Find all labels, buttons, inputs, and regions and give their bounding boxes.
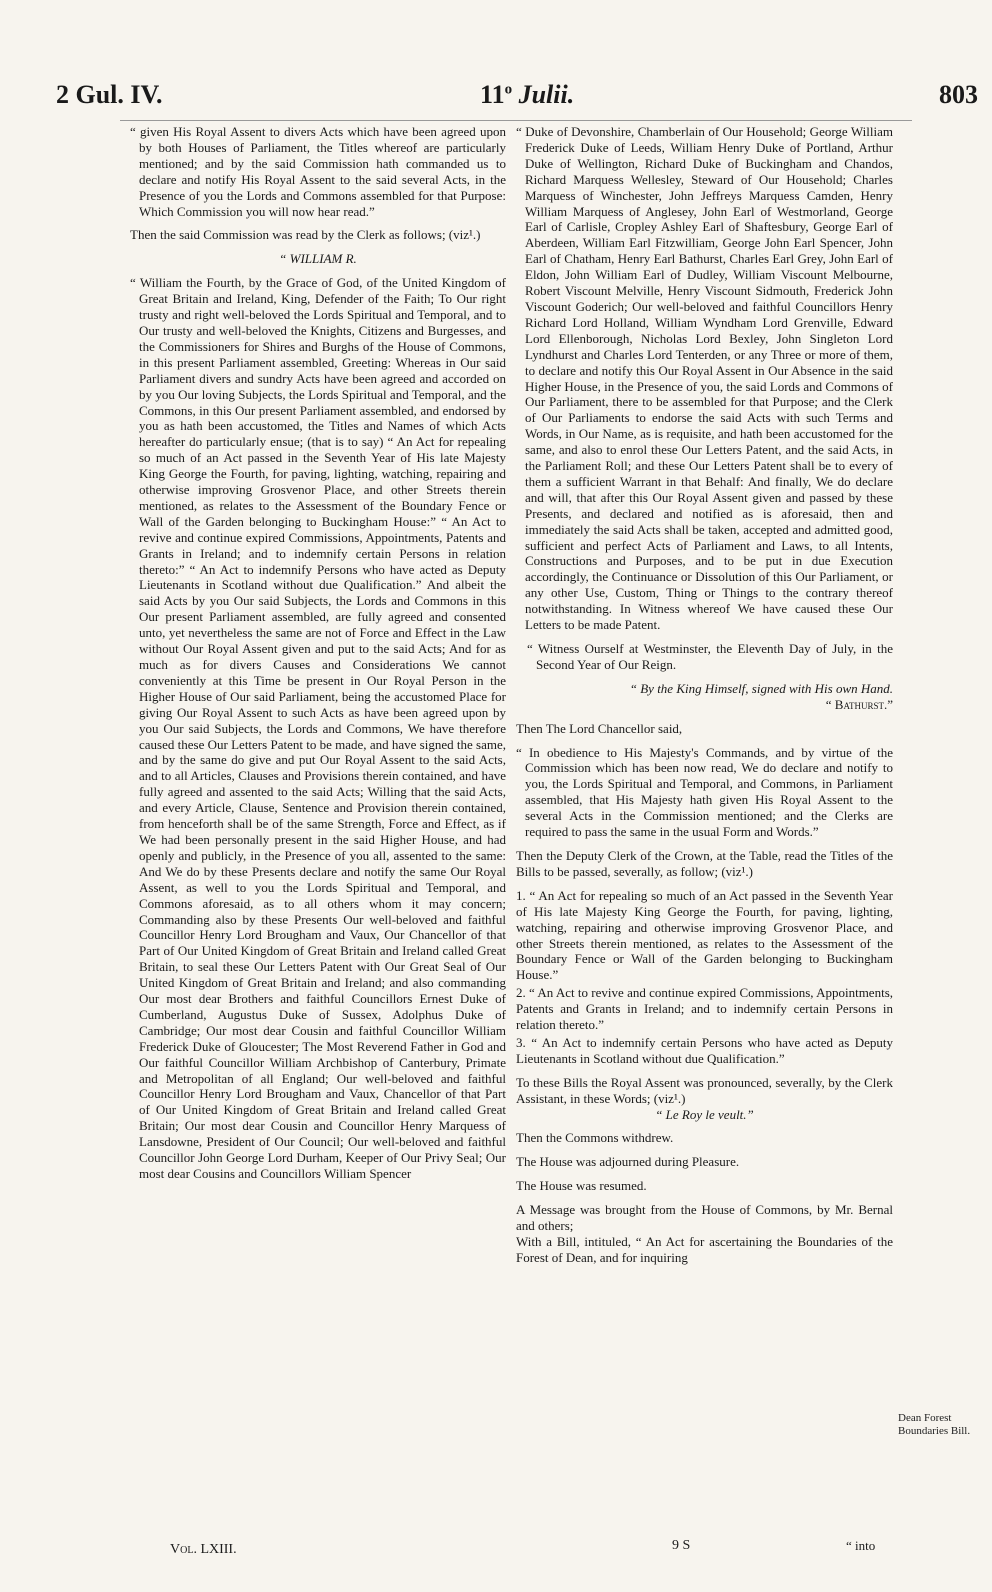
- message-from-commons: A Message was brought from the House of Commons, by Mr. Bernal and others;: [516, 1202, 893, 1234]
- header-rule: [120, 120, 912, 121]
- margin-note: Dean Forest Boundaries Bill.: [898, 1412, 971, 1437]
- commission-intro-quote: “ given His Royal Assent to divers Acts which have been agreed upon by both Houses of Parliament, the Titles whereof are particularly mentioned; and by the said Commission hath commanded us to declare and notify His Royal Assent to the said several Acts, in the Presence of you the Lords and Commons assembled for that Purpose: Which Commission you will now hear read.”: [130, 124, 506, 219]
- house-resumed: The House was resumed.: [516, 1178, 647, 1194]
- day-number: 11: [480, 80, 505, 109]
- catchword: “ into: [846, 1538, 876, 1553]
- bill-intituled: With a Bill, intituled, “ An Act for ascertaining the Boundaries of the Forest of Dean, and for inquiring: [516, 1234, 893, 1265]
- bill-title-2: 2. “ An Act to revive and continue expired Commissions, Appointments, Patents and Grants in Ireland; and to indemnify certain Persons in relation thereto.”: [516, 985, 893, 1033]
- bill-title-3: 3. “ An Act to indemnify certain Persons who have acted as Deputy Lieutenants in Scotland without due Qualification.”: [516, 1034, 893, 1066]
- letters-patent-text: “ William the Fourth, by the Grace of God, of the United Kingdom of Great Britain and Ireland, King, Defender of the Faith; To Our right trusty and right well-beloved the Lords Spiritual and Temporal, and to Our trusty and well-beloved the Knights, Citizens and Burgesses, and the Commissioners for Shires and Burghs of the House of Commons, in this present Parliament assembled, Greeting: Whereas in Our said Parliament divers and sundry Acts have been agreed and accorded on by you Our loving Subjects, the Lords Spiritual and Temporal, and the Commons, in this Our present Parliament assembled, and endorsed by you as hath been accustomed, the Titles and Names of which Acts hereafter do particularly ensue; (that is to say) “ An Act for repealing so much of an Act passed in the Seventh Year of His late Majesty King George the Fourth, for paving, lighting, watching, repairing and otherwise improving Grosvenor Place, and other Streets therein mentioned, as relates to the Assessment of the Boundary Fence or Wall of the Garden belonging to Buckingham House:” “ An Act to revive and continue expired Commissions, Appointments, Patents and Grants in Ireland; and to indemnify certain Persons in relation thereto:” “ An Act to indemnify Persons who have acted as Deputy Lieutenants in Scotland without due Qualification.” And albeit the said Acts by you Our said Subjects, the Lords and Commons in this Our present Parliament assembled, are fully agreed and consented unto, yet nevertheless the same are not of Force and Effect in the Law without Our Royal Assent given and put to the said Acts; And for as much as for divers Causes and Considerations We cannot conveniently at this Time be present in Our Royal Person in the Higher House of Our said Parliament, being the accustomed Place for giving Our Royal Assent to such Acts as have been agreed upon by you Our said Subjects, the Lords and Commons, We have therefore caused these Our Letters Patent to be made, and have signed the same, and by the same do give and put Our Royal Assent to the said Acts, and to all Articles, Clauses and Provisions therein contained, and have fully agreed and assented to the said Acts; Willing that the said Acts, and every Article, Clause, Sentence and Provision therein contained, from henceforth shall be of the same Strength, Force and Effect, as if We had been personally present in the said Higher House, and had openly and publicly, in the Presence of you all, assented to the same: And We do by these Presents declare and notify the same Our Royal Assent, as well to you the Lords Spiritual and Temporal, and Commons aforesaid, as to all others whom it may concern; Commanding also by these Presents Our well-beloved and faithful Councillor Henry Lord Brougham and Vaux, Our Chancellor of that Part of Our United Kingdom of Great Britain and Ireland called Great Britain, to seal these Our Letters Patent with Our Great Seal of Our United Kingdom of Great Britain and Ireland; and also commanding Our most dear Brothers and faithful Councillors Ernest Duke of Cumberland, Augustus Duke of Sussex, Adolphus Duke of Cambridge; Our most dear Cousin and faithful Councillor William Frederick Duke of Gloucester; The Most Reverend Father in God and Our faithful Councillor William Archbishop of Canterbury, Primate and Metropolitan of all England; Our well-beloved and faithful Councillor Henry Lord Brougham and Vaux, Chancellor of that Part of Our United Kingdom of Great Britain and Ireland called Great Britain; Our most dear Cousin and Councillor Henry Marquess of Lansdowne, President of Our Council; Our well-beloved and faithful Councillor John George Lord Durham, Keeper of Our Privy Seal; Our most dear Cousins and Councillors William Spencer: [130, 275, 506, 1181]
- royal-signature-line: “ WILLIAM R.: [279, 251, 357, 267]
- by-the-king-line: “ By the King Himself, signed with His own Hand.: [629, 680, 893, 696]
- commission-read-line: Then the said Commission was read by the Clerk as follows; (viz¹.): [130, 227, 481, 243]
- month-name: Julii.: [518, 80, 575, 109]
- deputy-clerk-reads: Then the Deputy Clerk of the Crown, at the Table, read the Titles of the Bills to be passed, severally, as follow; (viz¹.): [516, 847, 893, 879]
- bathurst-signature: “ Bathurst.”: [825, 696, 893, 712]
- chancellor-speech: “ In obedience to His Majesty's Commands, and by virtue of the Commission which has been now read, We do declare and notify to you, the Lords Spiritual and Temporal, and Commons, in Parliament assembled, that His Majesty hath given His Royal Assent to the several Acts in the Commission mentioned; and the Clerks are required to pass the same in the usual Form and Words.”: [516, 744, 893, 840]
- signature-mark: 9 S: [672, 1538, 691, 1553]
- house-adjourned: The House was adjourned during Pleasure.: [516, 1154, 740, 1170]
- page-number: 803: [939, 80, 978, 109]
- regnal-year: 2 Gul. IV.: [56, 80, 163, 109]
- running-header: [56, 80, 978, 114]
- royal-assent-pronounced: To these Bills the Royal Assent was pronounced, severally, by the Clerk Assistant, in these Words; (viz¹.): [516, 1074, 893, 1106]
- date-heading: [480, 80, 574, 110]
- letters-patent-continued: “ Duke of Devonshire, Chamberlain of Our Household; George William Frederick Duke of Leeds, William Henry Duke of Portland, Arthur Duke of Wellington, Richard Duke of Buckingham and Chandos, Richard Marquess Wellesley, Steward of Our Household; Charles Marquess of Winchester, John Jeffreys Marquess Camden, Henry William Marquess of Anglesey, John Earl of Westmorland, George Earl of Carlisle, Cropley Ashley Earl of Shaftesbury, George Earl of Aberdeen, William Earl Fitzwilliam, George John Earl Spencer, John Earl of Chatham, Henry Earl Bathurst, Charles Earl Grey, John Earl of Eldon, John William Earl of Dudley, William Viscount Melbourne, Robert Viscount Melville, Henry Viscount Sidmouth, Frederick John Viscount Goderich; Our well-beloved and faithful Councillors Henry Richard Lord Holland, William Wyndham Lord Grenville, Edward Lord Ellenborough, Nicholas Lord Bexley, John Singleton Lord Lyndhurst and Charles Lord Tenterden, or any Three or more of them, to declare and notify this Our Royal Assent in Our Absence in the said Higher House, in the Presence of you, the said Lords and Commons of Our Parliament, there to be assembled for that Purpose; and the Clerk of Our Parliaments to endorse the said Acts with such Terms and Words, in Our Name, as is requisite, and hath been accustomed for the same, and also to enrol these Our Letters Patent, and the said Acts, in the Parliament Roll; and these Our Letters Patent shall be to every of them a sufficient Warrant in that Behalf: And finally, We do declare and will, that after this Our Royal Assent given and passed by these Presents, and declared and notified as is aforesaid, then and immediately the said Acts shall be taken, accepted and admitted good, sufficient and perfect Acts of Parliament and Laws, to all Intents, Constructions and Purposes, and to be put in due Execution accordingly, the Continuance or Dissolution of this Our Parliament, or any other Use, Custom, Thing or Things to the contrary thereof notwithstanding. In Witness whereof We have caused these Our Letters to be made Patent.: [516, 124, 893, 633]
- volume-number: Vol. LXIII.: [170, 1542, 237, 1557]
- day-superscript: o: [504, 81, 513, 98]
- lord-chancellor-said: Then The Lord Chancellor said,: [516, 720, 683, 736]
- left-column: [130, 124, 506, 1190]
- witness-line: “ Witness Ourself at Westminster, the Eleventh Day of July, in the Second Year of Our Reign.: [527, 641, 893, 672]
- commons-withdrew: Then the Commons withdrew.: [516, 1130, 674, 1146]
- right-column: [516, 124, 893, 1274]
- bill-title-1: 1. “ An Act for repealing so much of an Act passed in the Seventh Year of His late Majesty King George the Fourth, for paving, lighting, watching, repairing and otherwise improving Grosvenor Place, and other Streets therein mentioned, as relates to the Assessment of the Boundary Fence or Wall of the Garden belonging to Buckingham House.”: [516, 887, 893, 983]
- le-roy-le-veult: “ Le Roy le veult.”: [655, 1106, 754, 1122]
